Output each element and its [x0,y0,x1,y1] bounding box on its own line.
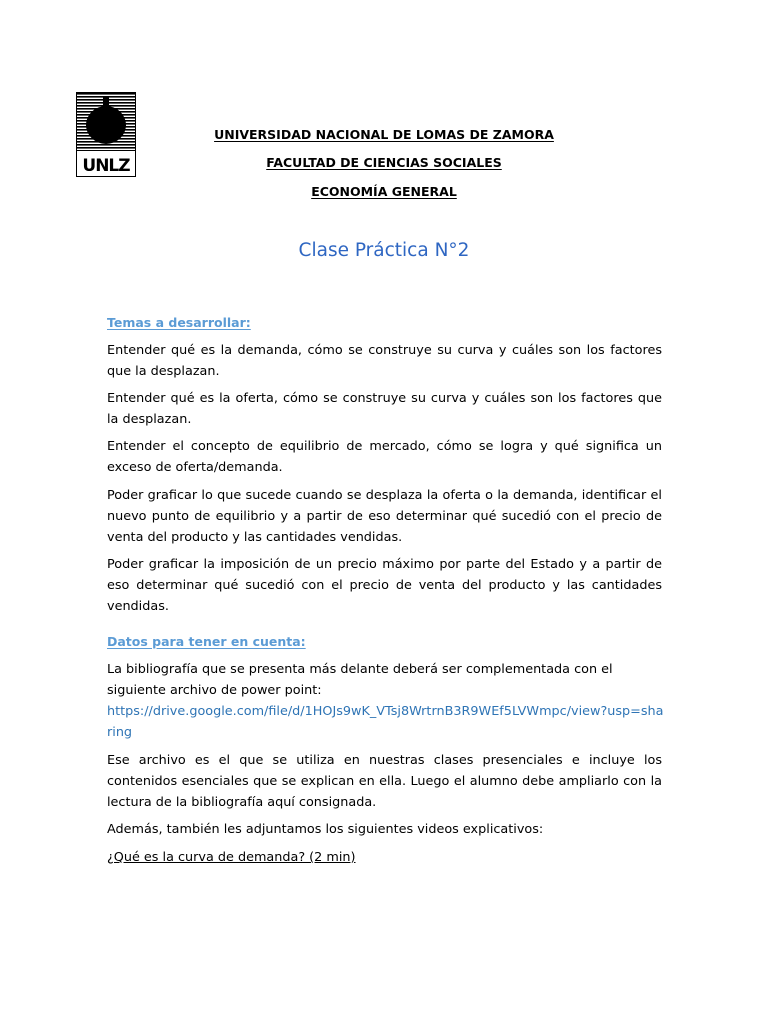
temas-heading: Temas a desarrollar: [107,315,251,330]
tema-item-5: Poder graficar la imposición de un precio máximo por parte del Estado y a partir de eso determinar qué sucedió con el precio de venta del producto y las cantidades vendidas. [107,557,662,614]
subject-name: ECONOMÍA GENERAL [311,184,457,199]
tema-item-3: Entender el concepto de equilibrio de mercado, cómo se logra y qué significa un exceso de oferta/demanda. [107,439,662,475]
faculty-name: FACULTAD DE CIENCIAS SOCIALES [266,155,502,170]
university-name: UNIVERSIDAD NACIONAL DE LOMAS DE ZAMORA [214,127,554,142]
videos-intro: Además, también les adjuntamos los siguientes videos explicativos: [107,822,544,837]
tema-item-1: Entender qué es la demanda, cómo se construye su curva y cuáles son los factores que la desplazan. [107,343,662,379]
logo-text: UNLZ [82,156,130,176]
video-link-demand-curve[interactable]: ¿Qué es la curva de demanda? (2 min) [107,850,356,865]
datos-heading: Datos para tener en cuenta: [107,634,306,649]
datos-intro: La bibliografía que se presenta más delante deberá ser complementada con el siguiente archivo de power point: [107,662,613,698]
datos-body: Ese archivo es el que se utiliza en nuestras clases presenciales e incluye los contenidos esenciales que se explican en ella. Luego el alumno debe ampliarlo con la lectura de la bibliografía aquí consignada. [107,753,662,810]
page-title: Clase Práctica N°2 [298,240,470,261]
powerpoint-link[interactable]: https://drive.google.com/file/d/1HOJs9wK_VTsj8WrtrnB3R9WEf5LVWmpc/view?usp=sharing [107,704,664,740]
tema-item-2: Entender qué es la oferta, cómo se construye su curva y cuáles son los factores que la desplazan. [107,391,662,427]
tema-item-4: Poder graficar lo que sucede cuando se desplaza la oferta o la demanda, identificar el nuevo punto de equilibrio y a partir de eso determinar qué sucedió con el precio de venta del producto y las cantidades vendidas. [107,488,662,545]
